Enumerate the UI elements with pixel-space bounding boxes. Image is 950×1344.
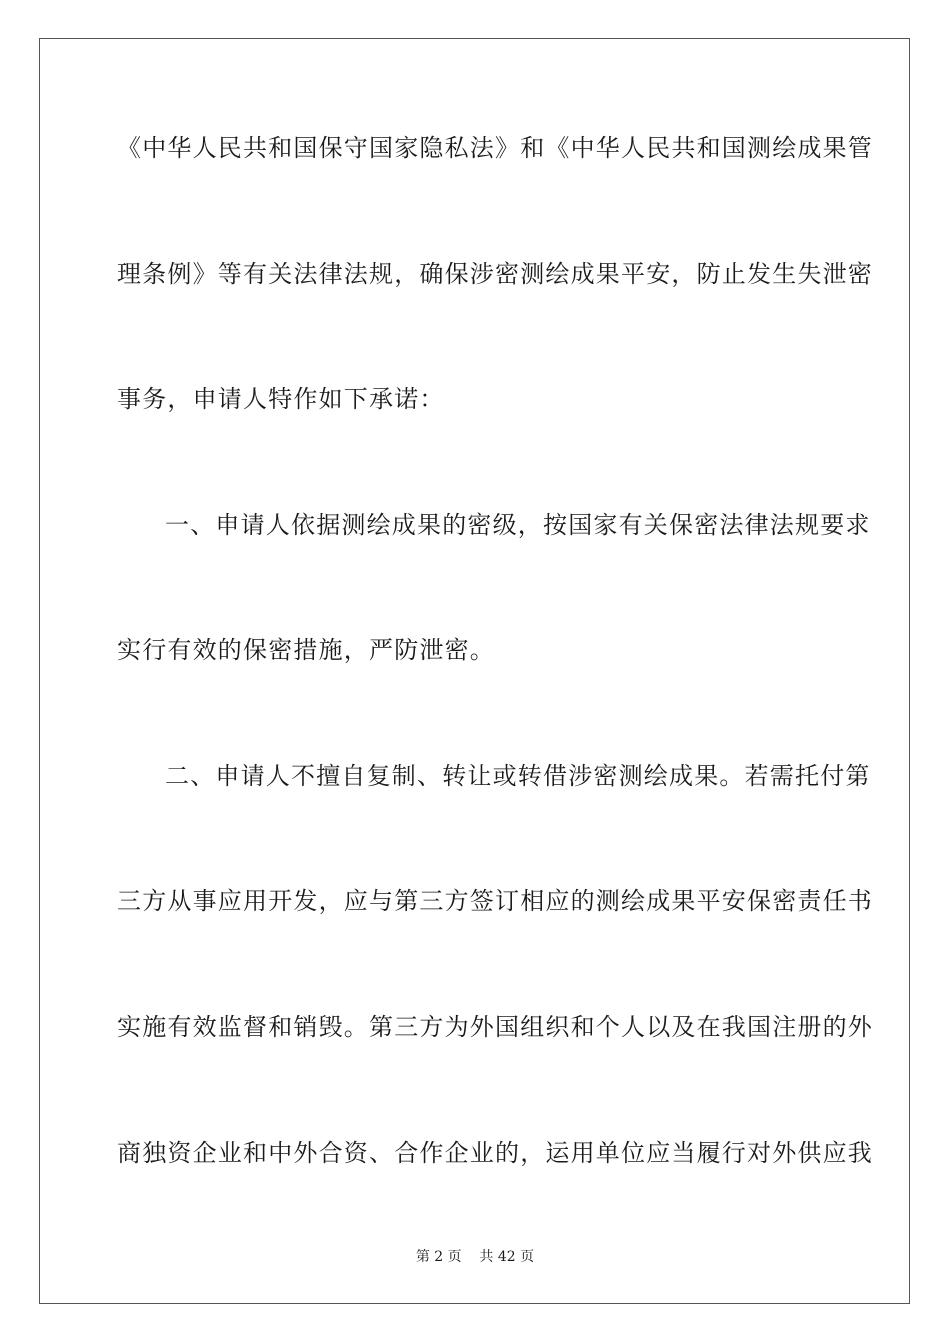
- text-line-1: 《中华人民共和国保守国家隐私法》和《中华人民共和国测绘成果管: [117, 134, 873, 162]
- text-line-7: 三方从事应用开发，应与第三方签订相应的测绘成果平安保密责任书: [117, 887, 873, 915]
- text-line-8: 实施有效监督和销毁。第三方为外国组织和个人以及在我国注册的外: [117, 1013, 873, 1041]
- text-line-4: 一、申请人依据测绘成果的密级，按国家有关保密法律法规要求: [165, 511, 871, 539]
- text-line-9: 商独资企业和中外合资、合作企业的，运用单位应当履行对外供应我: [117, 1139, 873, 1167]
- page-border: [39, 38, 910, 1304]
- text-line-5: 实行有效的保密措施，严防泄密。: [117, 636, 495, 664]
- text-line-2: 理条例》等有关法律法规，确保涉密测绘成果平安，防止发生失泄密: [117, 260, 873, 288]
- text-line-6: 二、申请人不擅自复制、转让或转借涉密测绘成果。若需托付第: [165, 762, 871, 790]
- page-number-footer: 第 2 页 共 42 页: [415, 1249, 535, 1265]
- text-line-3: 事务，申请人特作如下承诺：: [117, 385, 445, 413]
